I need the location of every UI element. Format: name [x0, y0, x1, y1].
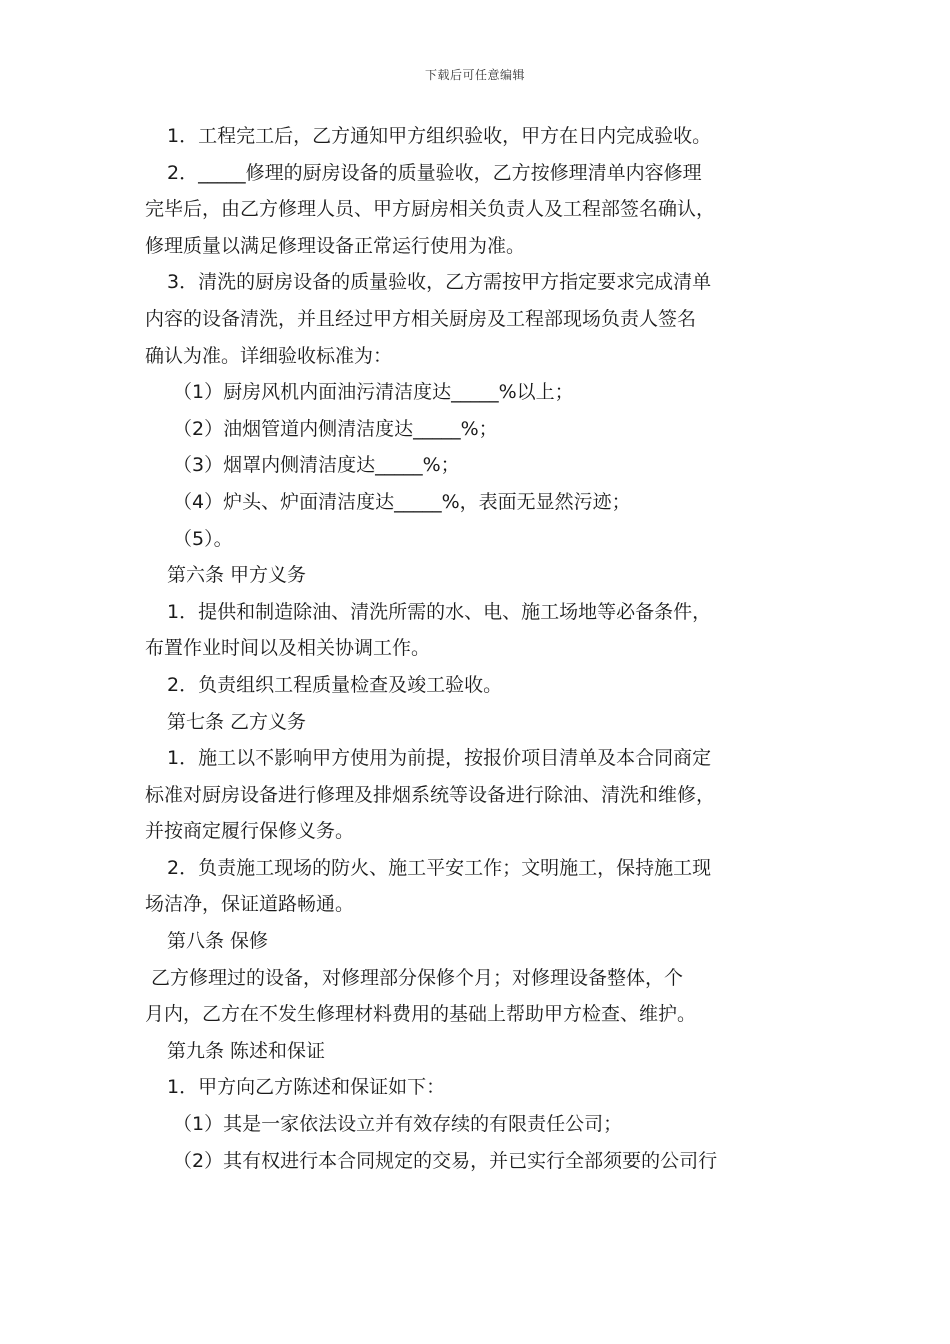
document-body	[145, 118, 817, 1179]
text-line: 2．负责组织工程质量检查及竣工验收。	[167, 673, 503, 696]
text-line: 乙方修理过的设备，对修理部分保修个月；对修理设备整体，个	[151, 966, 684, 989]
page-header: 下载后可任意编辑	[424, 68, 525, 82]
text-line: 标准对厨房设备进行修理及排烟系统等设备进行除油、清洗和维修，	[145, 783, 716, 806]
text-line: 完毕后，由乙方修理人员、甲方厨房相关负责人及工程部签名确认，	[145, 198, 716, 221]
section-heading: 第七条 乙方义务	[167, 710, 307, 733]
section-heading: 第六条 甲方义务	[167, 564, 307, 587]
text-line: （5）。	[173, 527, 233, 550]
text-line: （2）其有权进行本合同规定的交易，并已实行全部须要的公司行	[173, 1149, 718, 1172]
section-heading: 第九条 陈述和保证	[167, 1039, 326, 1062]
text-line: 内容的设备清洗，并且经过甲方相关厨房及工程部现场负责人签名	[145, 307, 697, 330]
text-line: 2．_____修理的厨房设备的质量验收，乙方按修理清单内容修理	[167, 161, 702, 184]
text-line: 场洁净，保证道路畅通。	[145, 893, 355, 916]
text-line: （2）油烟管道内侧清洁度达_____%；	[173, 417, 498, 440]
text-line: （4）炉头、炉面清洁度达_____%，表面无显然污迹；	[173, 490, 631, 513]
section-heading: 第八条 保修	[167, 930, 269, 953]
text-line: 月内，乙方在不发生修理材料费用的基础上帮助甲方检查、维护。	[145, 1003, 697, 1026]
text-line: 并按商定履行保修义务。	[145, 820, 355, 843]
text-line: 布置作业时间以及相关协调工作。	[145, 637, 431, 660]
text-line: 1．提供和制造除油、清洗所需的水、电、施工场地等必备条件，	[167, 600, 712, 623]
text-line: 1．施工以不影响甲方使用为前提，按报价项目清单及本合同商定	[167, 747, 712, 770]
text-line: 3．清洗的厨房设备的质量验收，乙方需按甲方指定要求完成清单	[167, 271, 712, 294]
text-line: 2．负责施工现场的防火、施工平安工作；文明施工，保持施工现	[167, 856, 712, 879]
text-line: （1）厨房风机内面油污清洁度达_____%以上；	[173, 381, 574, 404]
text-line: （1）其是一家依法设立并有效存续的有限责任公司；	[173, 1113, 623, 1136]
text-line: 修理质量以满足修理设备正常运行使用为准。	[145, 234, 526, 257]
text-line: 1．工程完工后，乙方通知甲方组织验收，甲方在日内完成验收。	[167, 125, 712, 147]
text-line: （3）烟罩内侧清洁度达_____%；	[173, 454, 460, 477]
text-line: 确认为准。详细验收标准为：	[145, 344, 393, 367]
text-line: 1．甲方向乙方陈述和保证如下：	[167, 1076, 446, 1099]
